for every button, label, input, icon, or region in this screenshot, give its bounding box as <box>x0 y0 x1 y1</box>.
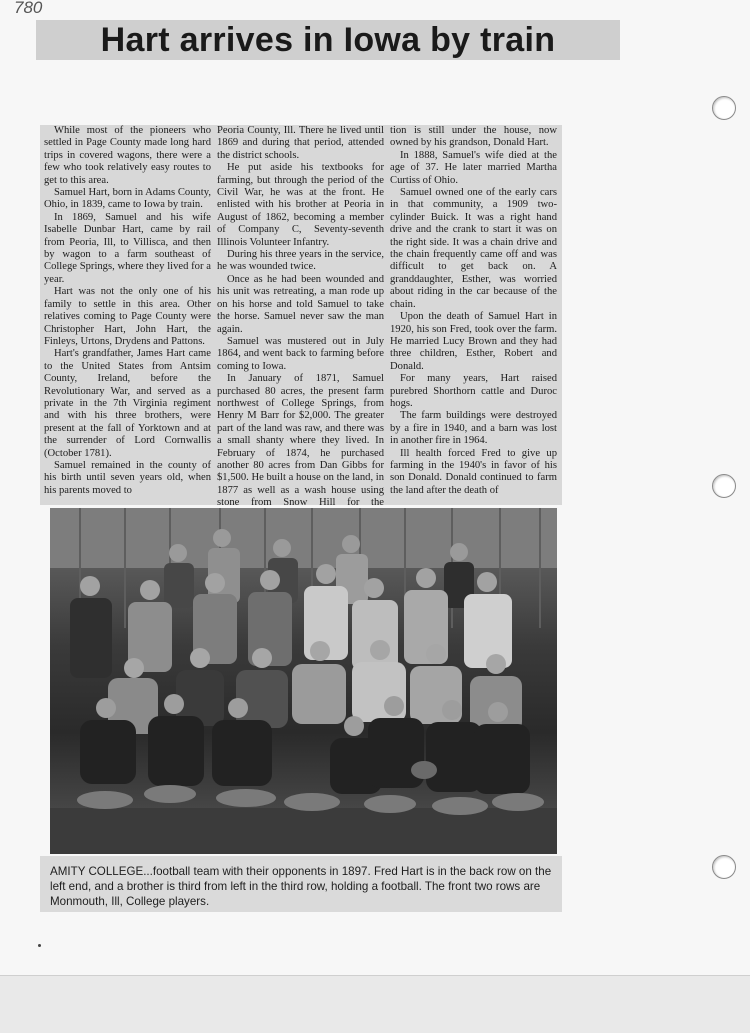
paragraph: Peoria County, Ill. There he lived until 1869 and during that period, attended the district schools. <box>217 125 384 161</box>
punch-hole <box>712 96 736 120</box>
photo-caption: AMITY COLLEGE...football team with their opponents in 1897. Fred Hart is in the back row on the left end, and a brother is third from left in the third row, holding a football. The front two rows are Monmouth, Ill, College players. <box>50 865 552 908</box>
paragraph: While most of the pioneers who settled in Page County made long hard trips in covered wagons, there were a few who took relatively easy routes to get to this area. <box>44 125 211 186</box>
paragraph: In 1888, Samuel's wife died at the age of 37. He later married Martha Curtiss of Ohio. <box>390 149 557 186</box>
paragraph: In 1869, Samuel and his wife Isabelle Dunbar Hart, came by rail from Peoria, Ill, to Villisca, and then by wagon to a farm southeast of College Springs, where they lived for a year. <box>44 211 211 285</box>
paragraph: Once as he had been wounded and his unit was retreating, a man rode up on his horse and told Samuel to take the horse. Samuel never saw the man again. <box>217 273 384 335</box>
paragraph: Upon the death of Samuel Hart in 1920, his son Fred, took over the farm. He married Lucy Brown and they had three children, Esther, Robert and Donald. <box>390 311 557 372</box>
photo-caption-clipping <box>40 856 562 912</box>
paragraph: Ill health forced Fred to give up farming in the 1940's in favor of his son Donald. Donald continued to farm the land after the death of <box>390 447 557 496</box>
page-number: 780 <box>14 0 43 17</box>
paragraph: During his three years in the service, he was wounded twice. <box>217 249 384 273</box>
headline: Hart arrives in Iowa by train <box>100 20 556 59</box>
article-column-1 <box>44 125 211 505</box>
article-column-2 <box>217 125 384 509</box>
paragraph: He put aside his textbooks for farming, but through the period of the Civil War, he was at the front. He enlisted with his brother at Peoria in August of 1862, becoming a member of Company C, Seventy-seventh Illinois Volunteer Infantry. <box>217 162 384 248</box>
paragraph: tion is still under the house, now owned by his grandson, Donald Hart. <box>390 125 557 149</box>
punch-hole <box>712 474 736 498</box>
paragraph: For many years, Hart raised purebred Shorthorn cattle and Duroc hogs. <box>390 373 557 409</box>
paper-speck <box>38 944 41 947</box>
paragraph: Samuel Hart, born in Adams County, Ohio, in 1839, came to Iowa by train. <box>44 187 211 211</box>
article-clipping <box>40 125 562 509</box>
article-column-3 <box>390 125 557 505</box>
paragraph: Hart's grandfather, James Hart came to the United States from Antsim County, Ireland, before the Revolutionary War, and served as a private in the 7th Virginia regiment and with his three brothers, were present at the fall of Yorktown and at the surrender of Lord Cornwallis (October 1781). <box>44 348 211 459</box>
paragraph: Hart was not the only one of his family to settle in this area. Other relatives coming to Page County were Christopher Hart, John Hart, the Finleys, Urtons, Drydens and Pattons. <box>44 286 211 347</box>
paragraph: Samuel was mustered out in July 1864, and went back to farming before coming to Iowa. <box>217 335 384 372</box>
team-photo-illustration <box>50 508 557 854</box>
paragraph: Samuel owned one of the early cars in that community, a 1909 two-cylinder Buick. It was a right hand drive and the crank to start it was on the right side. It was a chain drive and the chain frequently came off and was difficult to get back on. A granddaughter, Esther, was worried about riding in the car because of the chain. <box>390 187 557 310</box>
headline-clipping <box>36 20 620 60</box>
paragraph: In January of 1871, Samuel purchased 80 acres, the present farm northwest of College Springs, from Henry M Barr for $2,000. The greater part of the land was raw, and there was a small shanty where they lived. In February of 1874, he purchased another 80 acres from Dan Gibbs for $1,500. He built a house on the land, in 1877 as well as a wash house using stone from Snow Hill for the <box>217 373 384 509</box>
team-photo <box>50 508 557 854</box>
punch-hole <box>712 855 736 879</box>
paragraph: Samuel remained in the county of his birth until seven years old, when his parents moved to <box>44 459 211 496</box>
paragraph: The farm buildings were destroyed by a fire in 1940, and a barn was lost in another fire in 1964. <box>390 410 557 447</box>
